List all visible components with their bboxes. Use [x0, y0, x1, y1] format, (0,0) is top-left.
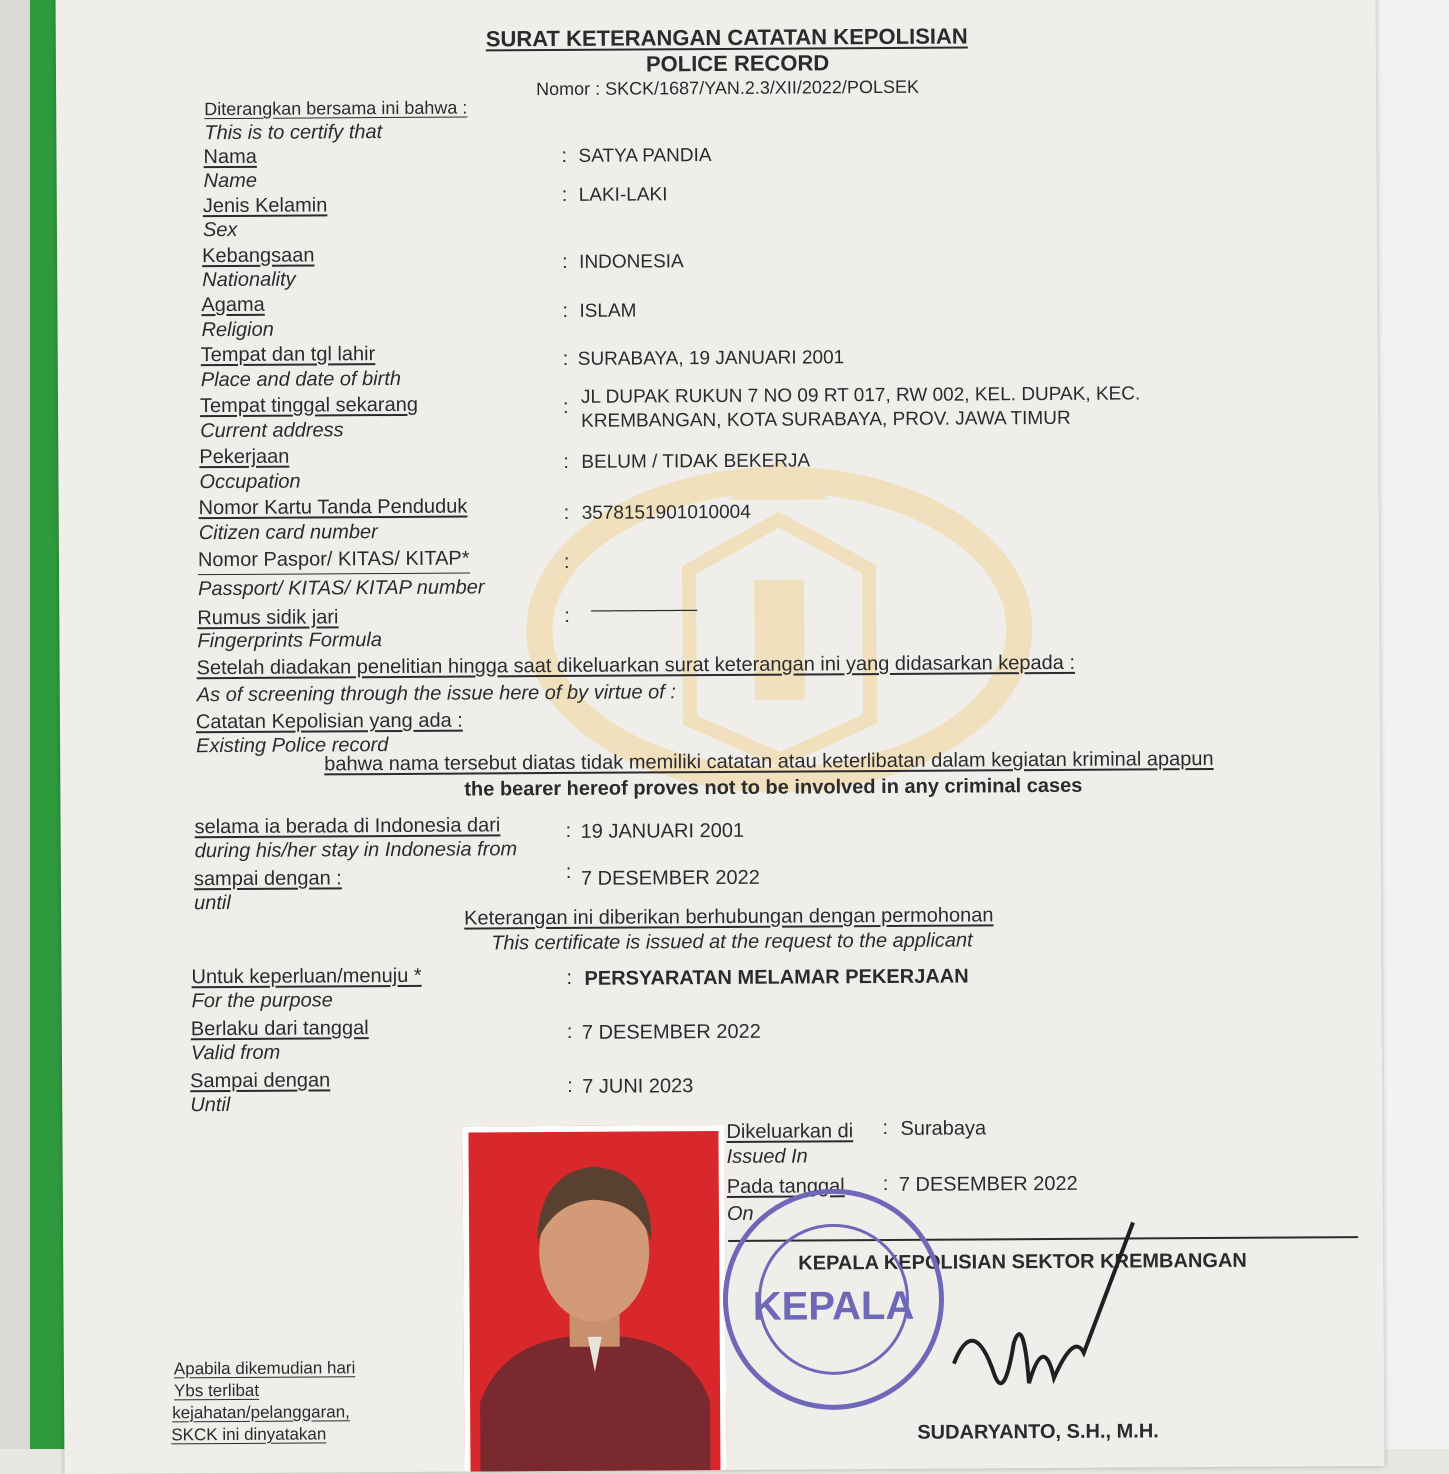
stay-until-value: 7 DESEMBER 2022 [580, 866, 760, 890]
purpose-value: PERSYARATAN MELAMAR PEKERJAAN [584, 965, 969, 990]
signatory-name: SUDARYANTO, S.H., M.H. [917, 1420, 1159, 1444]
field-label-religion-en: Religion [201, 318, 274, 342]
police-record-document [55, 0, 1384, 1474]
stamp-text: KEPALA [752, 1283, 915, 1329]
field-label-occupation-en: Occupation [199, 470, 301, 494]
field-label-sex-en: Sex [202, 218, 238, 242]
valid-from-label-en: Valid from [190, 1041, 281, 1065]
colon: : [563, 450, 569, 473]
issued-place-label-en: Issued In [726, 1145, 808, 1168]
colon: : [565, 819, 572, 842]
colon: : [562, 250, 568, 273]
issued-date-label: Pada tanggal [726, 1175, 845, 1198]
valid-from-value: 7 DESEMBER 2022 [581, 1020, 761, 1044]
note-line-2: Ybs terlibat [173, 1380, 260, 1401]
stay-from-label: selama ia berada di Indonesia dari [194, 814, 501, 839]
colon: : [563, 550, 570, 573]
field-label-birth-en: Place and date of birth [200, 367, 402, 392]
colon: : [882, 1172, 889, 1196]
valid-until-value: 7 JUNI 2023 [582, 1075, 694, 1098]
issued-place-value: Surabaya [900, 1117, 987, 1140]
valid-until-label-en: Until [190, 1093, 231, 1117]
field-value-nationality: INDONESIA [579, 251, 684, 273]
purpose-label: Untuk keperluan/menuju * [191, 964, 422, 989]
field-label-sex: Jenis Kelamin [202, 194, 328, 218]
field-value-sex: LAKI-LAKI [578, 184, 668, 206]
stay-from-value: 19 JANUARI 2001 [580, 819, 745, 843]
purpose-label-en: For the purpose [191, 989, 333, 1013]
colon: : [882, 1116, 889, 1140]
field-value-nik: 3578151901010004 [581, 501, 751, 524]
stay-from-label-en: during his/her stay in Indonesia from [194, 838, 518, 863]
note-line-3: kejahatan/pelanggaran, [172, 1402, 350, 1423]
field-label-name: Nama [203, 145, 257, 169]
colon: : [561, 183, 568, 206]
field-label-fingerprint-en: Fingerprints Formula [197, 629, 383, 653]
field-value-address-line1: JL DUPAK RUKUN 7 NO 09 RT 017, RW 002, KEL. DUPAK, KEC. [580, 383, 1141, 408]
colon: : [562, 395, 569, 418]
issuing-authority: KEPALA KEPOLISIAN SEKTOR KREMBANGAN [798, 1249, 1247, 1275]
request-id: Keterangan ini diberikan berhubungan dengan permohonan [464, 904, 994, 930]
field-label-nationality: Kebangsaan [202, 244, 315, 268]
field-value-fingerprint: __________ [591, 591, 697, 613]
field-value-address-line2: KREMBANGAN, KOTA SURABAYA, PROV. JAWA TIMUR [581, 407, 1071, 432]
valid-from-label: Berlaku dari tanggal [190, 1017, 369, 1041]
stay-until-label: sampai dengan : [193, 867, 342, 891]
field-label-birth: Tempat dan tgl lahir [200, 343, 376, 367]
field-label-nik: Nomor Kartu Tanda Penduduk [198, 495, 468, 520]
official-stamp [718, 1184, 949, 1415]
field-label-address-en: Current address [200, 419, 344, 443]
request-en: This certificate is issued at the request to the applicant [491, 929, 973, 955]
colon: : [566, 966, 573, 989]
colon: : [564, 604, 570, 627]
intro-en: This is to certify that [204, 121, 383, 145]
colon: : [562, 299, 569, 322]
field-label-nationality-en: Nationality [202, 268, 296, 292]
record-label-id: Catatan Kepolisian yang ada : [195, 709, 463, 734]
field-label-religion: Agama [201, 293, 265, 317]
statement-id: bahwa nama tersebut diatas tidak memiliki catatan atau keterlibatan dalam kegiatan kriminal apapun [324, 747, 1214, 776]
stay-until-label-en: until [193, 891, 231, 915]
screening-en: As of screening through the issue here of by virtue of : [196, 681, 677, 707]
field-label-occupation: Pekerjaan [199, 445, 290, 469]
colon: : [566, 1020, 573, 1043]
screening-id: Setelah diadakan penelitian hingga saat dikeluarkan surat keterangan ini yang didasarkan kepada : [196, 651, 1076, 680]
colon: : [567, 1074, 573, 1097]
intro-id: Diterangkan bersama ini bahwa : [204, 97, 468, 120]
colon: : [565, 860, 572, 883]
issued-place-label: Dikeluarkan di [726, 1120, 854, 1143]
statement-en: the bearer hereof proves not to be involved in any criminal cases [464, 774, 1083, 801]
field-label-passport: Nomor Paspor/ KITAS/ KITAP* [198, 547, 470, 576]
field-value-birth: SURABAYA, 19 JANUARI 2001 [577, 347, 845, 370]
document-number: Nomor : SKCK/1687/YAN.2.3/XII/2022/POLSEK [536, 76, 920, 100]
note-line-1: Apabila dikemudian hari [173, 1358, 356, 1379]
note-line-4: SKCK ini dinyatakan [171, 1424, 327, 1445]
colon: : [563, 501, 570, 524]
colon: : [561, 144, 568, 167]
document-title: SURAT KETERANGAN CATATAN KEPOLISIAN [485, 23, 968, 52]
field-label-nik-en: Citizen card number [198, 521, 378, 545]
field-label-fingerprint: Rumus sidik jari [197, 606, 339, 630]
field-label-address: Tempat tinggal sekarang [199, 393, 418, 418]
handwritten-signature [933, 1212, 1164, 1413]
issued-date-value: 7 DESEMBER 2022 [898, 1172, 1078, 1196]
document-subtitle: POLICE RECORD [645, 50, 830, 77]
field-value-occupation: BELUM / TIDAK BEKERJA [581, 450, 811, 473]
colon: : [562, 347, 569, 370]
applicant-portrait [468, 1131, 720, 1473]
field-value-religion: ISLAM [579, 300, 637, 322]
field-label-name-en: Name [203, 169, 258, 193]
valid-until-label: Sampai dengan [190, 1069, 331, 1093]
field-label-passport-en: Passport/ KITAS/ KITAP number [198, 576, 485, 601]
record-label-en: Existing Police record [196, 734, 389, 758]
applicant-photo [462, 1125, 726, 1474]
field-value-name: SATYA PANDIA [578, 145, 712, 167]
issued-date-label-en: On [726, 1202, 754, 1225]
